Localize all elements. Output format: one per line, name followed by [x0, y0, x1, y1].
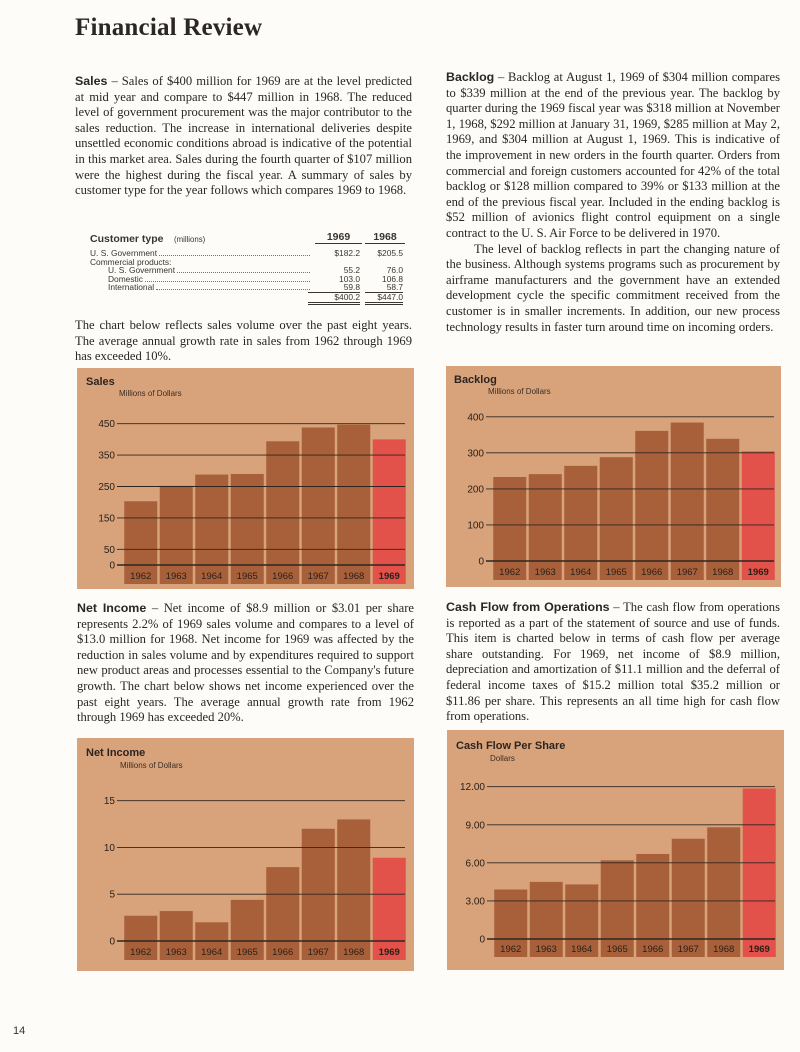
value-1968: 106.8 [382, 273, 403, 284]
bar-1969 [742, 451, 775, 561]
x-tick-label: 1966 [272, 947, 294, 958]
x-tick-label: 1967 [677, 944, 699, 955]
row-label: Commercial products: [90, 256, 172, 267]
y-tick-label: 100 [467, 520, 484, 532]
y-tick-label: 50 [103, 544, 115, 556]
net-income-body: – Net income of $8.9 million or $3.01 per share represents 2.2% of 1969 sales volume and compares to a level of $13.0 million for 1968. Net income for 1969 was affected by the reduction in sales volume and by expenditures required to support new product areas and processes essential to the Company's future growth. The chart below shows net income experienced over the past eight years. The average annual growth rate from 1962 through 1969 has exceeded 20%. [77, 601, 414, 725]
value-1969: 103.0 [339, 273, 360, 284]
x-tick-label: 1964 [571, 944, 593, 955]
backlog-chart [446, 366, 781, 587]
bar-1965 [231, 474, 264, 565]
chart-title: Cash Flow Per Share [456, 740, 566, 752]
row-label: U. S. Government [90, 248, 158, 258]
year-1968-header: 1968 [365, 231, 405, 244]
page-title: Financial Review [75, 14, 263, 41]
value-1969: 59.8 [343, 282, 360, 293]
row-label: International [108, 282, 155, 293]
x-tick-label: 1969 [378, 947, 400, 958]
y-tick-label: 0 [109, 560, 115, 572]
table-total-row [90, 291, 403, 302]
y-tick-label: 0 [109, 936, 115, 948]
x-tick-label: 1967 [676, 567, 698, 578]
x-tick-label: 1966 [272, 571, 294, 582]
y-tick-label: 250 [98, 482, 115, 493]
bar-1968 [707, 827, 740, 939]
value-1968: 76.0 [386, 265, 403, 276]
bar-1965 [231, 900, 264, 941]
chart-svg [447, 730, 784, 970]
x-tick-label: 1968 [712, 567, 734, 578]
bar-1965 [601, 860, 634, 939]
bar-1964 [195, 475, 228, 565]
y-tick-label: 6.00 [465, 858, 485, 870]
bar-1963 [529, 474, 562, 561]
chart-title: Net Income [86, 747, 146, 759]
x-tick-label: 1968 [343, 571, 365, 582]
x-tick-label: 1964 [201, 571, 223, 582]
bar-1963 [160, 486, 193, 565]
chart-units: Dollars [490, 754, 515, 763]
x-tick-label: 1963 [534, 567, 556, 578]
y-tick-label: 350 [98, 450, 115, 462]
bar-1964 [195, 922, 228, 941]
cash-flow-heading: Cash Flow from Operations [446, 600, 610, 614]
cash-flow-body: – The cash flow from operations is reported as a part of the statement of source and use of funds. This item is charted below in terms of cash flow per average share outstanding. For 1969, net income of $8.9 million, depreciation and amortization of $11.1 million and the deferral of federal income taxes of $15.2 million total $35.2 million or $11.86 per share. This represents an all time high for cash flow from operations. [446, 600, 780, 724]
x-tick-label: 1968 [713, 944, 735, 955]
bar-1969 [373, 439, 406, 565]
sales-chart [77, 368, 414, 589]
chart-title: Backlog [454, 374, 497, 386]
bar-1962 [124, 501, 157, 565]
y-tick-label: 3.00 [465, 896, 485, 908]
leader-dots [159, 249, 310, 256]
x-tick-label: 1967 [307, 571, 329, 582]
x-tick-label: 1967 [307, 947, 329, 958]
y-tick-label: 450 [98, 419, 115, 431]
x-tick-label: 1962 [500, 944, 522, 955]
bar-1968 [337, 425, 370, 565]
chart-units: Millions of Dollars [119, 389, 182, 398]
x-tick-label: 1962 [130, 571, 152, 582]
bar-1968 [706, 439, 739, 561]
net-income-chart [77, 738, 414, 971]
x-tick-label: 1962 [130, 947, 152, 958]
bar-1967 [671, 423, 704, 561]
y-tick-label: 150 [98, 513, 115, 525]
value-1969: 55.2 [343, 265, 360, 276]
sales-chart-intro: The chart below reflects sales volume over the past eight years. The average annual growth rate in sales from 1962 through 1969 has exceeded 10%. [75, 318, 412, 364]
row-label: Domestic [108, 273, 143, 284]
chart-svg [77, 738, 414, 971]
total-1969: $400.2 [308, 292, 360, 305]
backlog-section [446, 70, 780, 335]
x-tick-label: 1963 [165, 571, 187, 582]
bar-1968 [337, 819, 370, 941]
net-income-heading: Net Income [77, 601, 147, 615]
net-income-section [77, 601, 414, 726]
backlog-heading: Backlog [446, 70, 495, 84]
table-header: Customer type [90, 233, 164, 245]
x-tick-label: 1969 [748, 944, 770, 955]
y-tick-label: 0 [479, 934, 485, 946]
x-tick-label: 1966 [641, 567, 663, 578]
bar-1969 [743, 788, 776, 939]
bar-1962 [124, 916, 157, 941]
y-tick-label: 15 [103, 796, 115, 808]
chart-svg [446, 366, 781, 587]
bar-1963 [530, 882, 563, 939]
x-tick-label: 1965 [606, 944, 628, 955]
bar-1962 [493, 477, 526, 561]
table-units: (millions) [174, 235, 206, 244]
sales-heading: Sales [75, 74, 108, 88]
bar-1967 [672, 839, 705, 939]
bar-1962 [494, 890, 527, 940]
value-1969: $182.2 [334, 248, 360, 258]
y-tick-label: 0 [478, 556, 484, 568]
cash-flow-chart [447, 730, 784, 970]
y-tick-label: 9.00 [465, 820, 485, 832]
row-label: U. S. Government [108, 265, 176, 276]
y-tick-label: 300 [467, 448, 484, 460]
x-tick-label: 1969 [378, 571, 400, 582]
chart-title: Sales [86, 376, 115, 388]
y-tick-label: 12.00 [459, 782, 485, 794]
bar-1964 [564, 466, 597, 561]
y-tick-label: 10 [103, 842, 115, 854]
backlog-body-2: The level of backlog reflects in part the changing nature of the business. Although systems programs such as procurement by airframe manufacturers and the government have an extended development cycle the specific commitment received from the customer is in smaller increments. In addition, our new process technology results in faster turn around time on incoming orders. [446, 241, 780, 334]
x-tick-label: 1965 [605, 567, 627, 578]
x-tick-label: 1968 [343, 947, 365, 958]
bar-1963 [160, 911, 193, 941]
leader-dots [156, 283, 310, 290]
cash-flow-section [446, 600, 780, 725]
bar-1966 [636, 854, 669, 939]
bar-1967 [302, 829, 335, 941]
table-rows [90, 248, 403, 293]
bar-1964 [565, 884, 598, 939]
x-tick-label: 1969 [747, 567, 769, 578]
sales-body: – Sales of $400 million for 1969 are at the level predicted at mid year and compare to $447 million in 1968. The reduced level of government procurement was the major contributor to the sales reduction. The increase in international deliveries despite unsettled economic conditions abroad is indicative of the potential in this market area. Sales during the fourth quarter of $107 million were the highest during the fiscal year. A summary of sales by customer type for the year follows which compares 1969 to 1968. [75, 74, 412, 198]
chart-units: Millions of Dollars [120, 761, 183, 770]
bar-1966 [266, 441, 299, 565]
page-number: 14 [13, 1025, 26, 1037]
leader-dots [145, 275, 310, 282]
x-tick-label: 1965 [236, 947, 258, 958]
bar-1967 [302, 427, 335, 565]
chart-units: Millions of Dollars [488, 387, 551, 396]
x-tick-label: 1963 [165, 947, 187, 958]
bar-1969 [373, 858, 406, 941]
leader-dots [177, 266, 310, 273]
bar-1966 [266, 867, 299, 941]
value-1968: 58.7 [386, 282, 403, 293]
x-tick-label: 1962 [499, 567, 521, 578]
y-tick-label: 5 [109, 889, 115, 901]
table-row [90, 282, 403, 293]
x-tick-label: 1965 [236, 571, 258, 582]
x-tick-label: 1964 [570, 567, 592, 578]
backlog-body: – Backlog at August 1, 1969 of $304 million compares to $339 million at the end of the previous year. The backlog by quarter during the 1969 fiscal year was $318 million at November 1, 1968, $292 million at January 31, 1969, $285 million at May 2, 1969, and $304 million at August 1, 1969. This is indicative of the improvement in new orders in the fourth quarter. Orders from commercial and foreign customers accounted for 42% of the total backlog or $128 million compared to 39% or $133 million at the end of the previous fiscal year. Included in the ending backlog is $52 million of avionics flight control equipment on a single contract to the U. S. Air Force to be delivered in 1970. [446, 70, 780, 240]
sales-section [75, 74, 412, 199]
x-tick-label: 1966 [642, 944, 664, 955]
value-1968: $205.5 [377, 248, 403, 258]
bar-1966 [635, 431, 668, 561]
y-tick-label: 400 [467, 412, 484, 424]
sales-table [90, 231, 403, 302]
y-tick-label: 200 [467, 484, 484, 496]
total-1968: $447.0 [365, 292, 403, 305]
bar-1965 [600, 457, 633, 561]
x-tick-label: 1963 [535, 944, 557, 955]
chart-svg [77, 368, 414, 589]
x-tick-label: 1964 [201, 947, 223, 958]
year-1969-header: 1969 [315, 231, 362, 244]
